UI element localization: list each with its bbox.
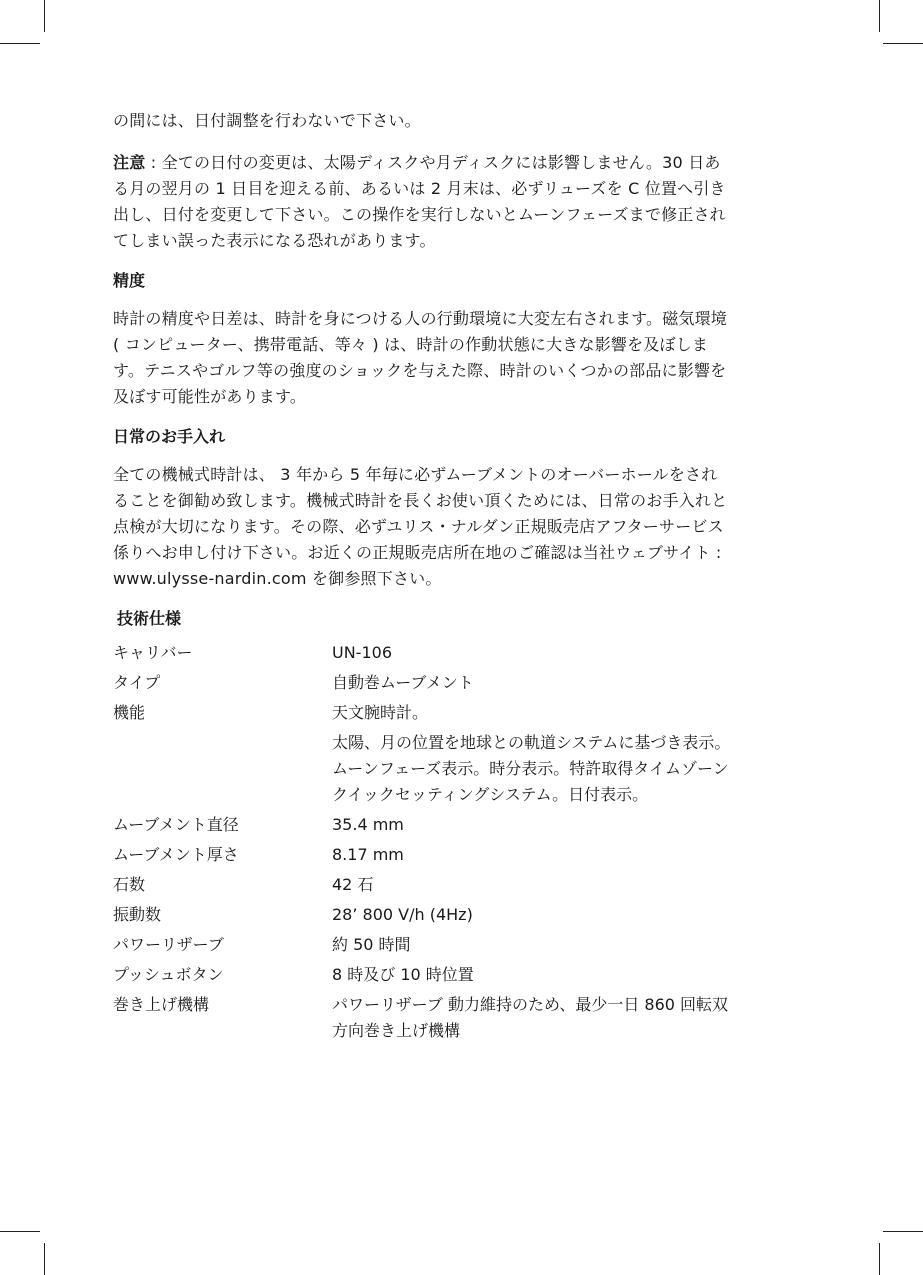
crop-mark-top-left-horizontal [0, 43, 40, 44]
spec-value: 天文腕時計。 [332, 703, 429, 722]
care-heading: 日常のお手入れ [113, 427, 226, 446]
precision-heading: 精度 [113, 271, 146, 290]
care-text: 全ての機械式時計は、 3 年から 5 年毎に必ずムーブメントのオーバーホールをされることを御勧め致します。機械式時計を長くお使い頂くためには、日常のお手入れと点検が大切になります。その際、必ずユリス・ナルダン正規販売店アフターサービス係りへお申し付け下さい。お近くの正規販売店所在地のご確認は当社ウェブサイト : www.ulysse-nardin.com を御参照下さい。 [113, 465, 728, 588]
specs-title: 技術仕様 [117, 609, 182, 628]
note-paragraph [113, 150, 733, 254]
crop-mark-bottom-right-vertical [879, 1243, 880, 1275]
specs-table [113, 640, 733, 1044]
spec-row [113, 962, 733, 988]
spec-key: 機能 [113, 703, 146, 722]
spec-key: ムーブメント厚さ [113, 845, 239, 864]
spec-value: 約 50 時間 [332, 935, 411, 954]
spec-row [113, 992, 733, 1044]
spec-row [113, 872, 733, 898]
spec-key: パワーリザーブ [113, 935, 224, 954]
spec-value: パワーリザーブ 動力維持のため、最少一日 860 回転双方向巻き上げ機構 [332, 995, 729, 1040]
spec-row [113, 730, 733, 808]
spec-value: 42 石 [332, 875, 374, 894]
precision-text: 時計の精度や日差は、時計を身につける人の行動環境に大変左右されます。磁気環境 ( コンピューター、携帯電話、等々 ) は、時計の作動状態に大きな影響を及ぼします。テニスやゴルフ等の強度のショックを与えた際、時計のいくつかの部品に影響を及ぼす可能性があります。 [113, 309, 728, 406]
intro-text: の間には、日付調整を行わないで下さい。 [113, 111, 421, 130]
spec-value: 35.4 mm [332, 815, 404, 834]
spec-key: プッシュボタン [113, 965, 224, 984]
crop-mark-bottom-left-horizontal [0, 1231, 40, 1232]
crop-mark-top-right-horizontal [883, 43, 923, 44]
spec-value: 28’ 800 V/h (4Hz) [332, 905, 473, 924]
note-label: 注意 [113, 153, 146, 172]
note-text: : 全ての日付の変更は、太陽ディスクや月ディスクには影響しません。30 日ある月の翌月の 1 日目を迎える前、あるいは 2 月末は、必ずリューズを C 位置へ引き出し、日付を変更して下さい。この操作を実行しないとムーンフェーズまで修正されてしまい誤った表示になる恐れがあります。 [113, 153, 726, 250]
spec-row [113, 670, 733, 696]
spec-value: 8 時及び 10 時位置 [332, 965, 474, 984]
crop-mark-top-right-vertical [879, 0, 880, 32]
spec-key: ムーブメント直径 [113, 815, 239, 834]
spec-key: キャリバー [113, 643, 193, 662]
crop-mark-bottom-right-horizontal [883, 1231, 923, 1232]
spec-row [113, 812, 733, 838]
spec-key: タイプ [113, 673, 161, 692]
spec-row [113, 640, 733, 666]
spec-row [113, 700, 733, 726]
spec-row [113, 902, 733, 928]
spec-value: 自動巻ムーブメント [332, 673, 474, 692]
spec-value: UN-106 [332, 643, 392, 662]
spec-key: 振動数 [113, 905, 162, 924]
spec-value: 太陽、月の位置を地球との軌道システムに基づき表示。ムーンフェーズ表示。時分表示。特許取得タイムゾーンクイックセッティングシステム。日付表示。 [332, 733, 731, 804]
spec-value: 8.17 mm [332, 845, 404, 864]
page-content [113, 108, 733, 1048]
spec-key [113, 730, 332, 808]
spec-key: 巻き上げ機構 [113, 995, 210, 1014]
spec-row [113, 842, 733, 868]
crop-mark-bottom-left-vertical [44, 1243, 45, 1275]
spec-key: 石数 [113, 875, 146, 894]
spec-row [113, 932, 733, 958]
crop-mark-top-left-vertical [44, 0, 45, 32]
